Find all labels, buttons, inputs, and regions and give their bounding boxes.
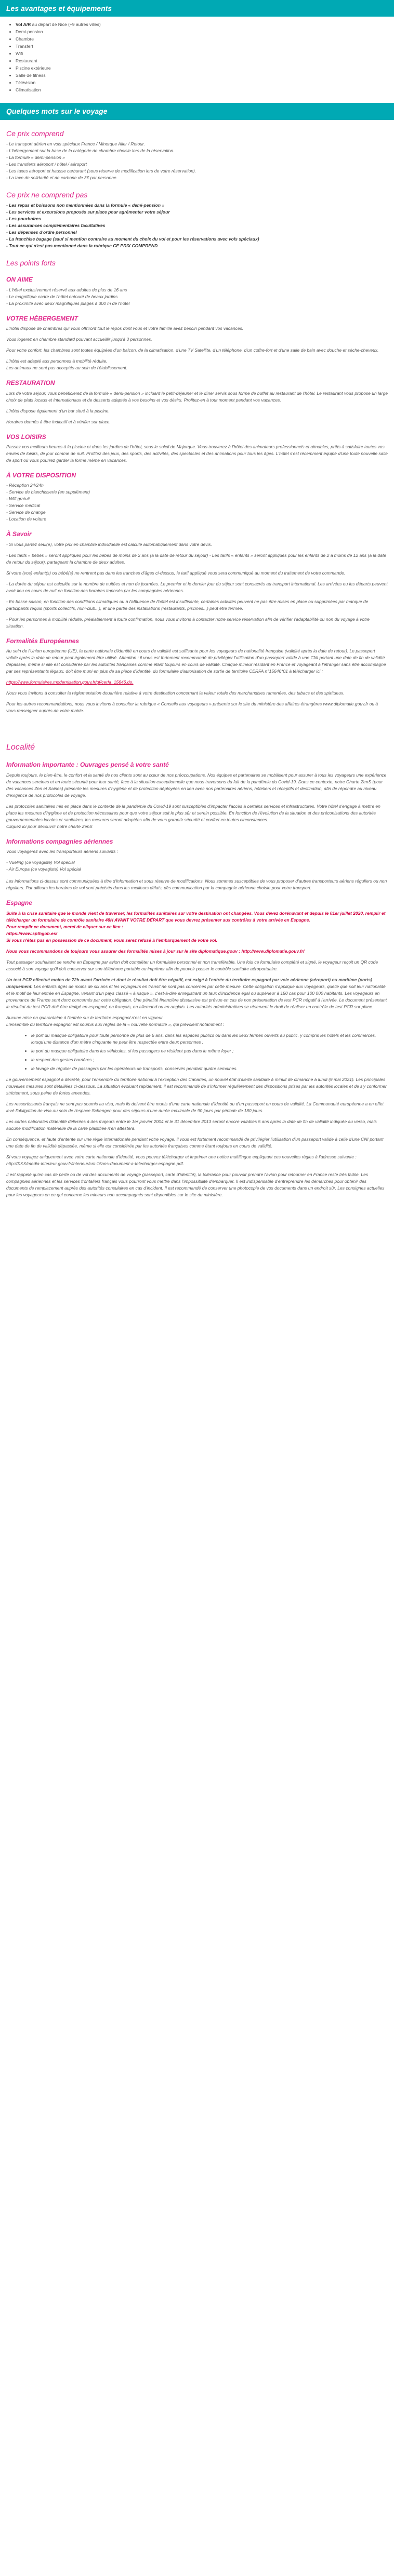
equipment-item-label: Salle de fitness — [16, 73, 46, 78]
equipment-item — [16, 28, 388, 35]
equipment-item — [16, 64, 388, 72]
equipment-item — [16, 57, 388, 64]
locality-title: Localité — [6, 743, 35, 752]
equipments-title: Les avantages et équipements — [0, 0, 394, 17]
restaurant-text — [6, 390, 388, 425]
list-line: - La formule « demi-pension » — [6, 154, 65, 160]
equipment-item — [16, 79, 388, 86]
spain-tail — [6, 1076, 388, 1198]
list-line: - Service de blanchisserie (en supplément) — [6, 489, 90, 495]
know-title: À Savoir — [6, 530, 32, 538]
disposal-list — [6, 482, 388, 523]
equipment-item-label: Télévision — [16, 80, 36, 86]
equipment-item-label: au départ de Nice (+9 autres villes) — [31, 22, 101, 28]
paragraph: Pour votre confort, les chambres sont toutes équipées d'un balcon, de la climatisation, d'une TV Satellite, d'un téléphone, d'un coffre-fort et d'une salle de bain avec douche et sèche-cheveux. — [6, 348, 379, 353]
price-excluded-title: Ce prix ne comprend pas — [6, 190, 88, 199]
equipment-item-strong: Vol A/R — [16, 22, 31, 28]
list-line: - Location de voiture — [6, 516, 47, 522]
leisure-text — [6, 444, 388, 464]
paragraph: En conséquence, et faute d'entente sur une règle internationale pendant votre voyage, il vous est fortement recommandé de privilégier l'utilisation d'un passeport valide à celle d'une CNI portant une date de fin de validité dépassée, même si elle est considérée par les autorités françaises comme étant toujours en cours de validité. — [6, 1136, 384, 1149]
paragraph: Nous vous recommandons de toujours vous assurer des formalités mises à jour sur le site diplomatique.gouv : http://www.diplomatie.gouv.fr/ — [6, 948, 305, 954]
equipment-item — [16, 72, 388, 79]
equipment-item — [16, 86, 388, 94]
restaurant-title: RESTAURATION — [6, 379, 55, 387]
spain-quarantine: Aucune mise en quarantaine à l'entrée sur le territoire espagnol n'est en vigueur. L'ensemble du territoire espagnol est soumis aux règles de la « nouvelle normalité », qui prévoient notamment : — [6, 1015, 225, 1027]
equipment-item-label: Chambre — [16, 36, 34, 42]
strong-points-title: Les points forts — [6, 259, 56, 268]
paragraph: - En basse saison, en fonction des conditions climatiques ou à l'affluence de l'hôtel est insuffisante, certaines activités peuvent ne pas être mises en place ou supprimées par manque de participants requis (sports collectifs, mini-club...), et une partie des installations (restaurants, piscines...) peut être fermée. — [6, 598, 369, 611]
list-line: - L'hôtel exclusivement réservé aux adultes de plus de 16 ans — [6, 287, 127, 292]
list-line: - Wifi gratuit — [6, 496, 30, 502]
list-line: - Les taxes aéroport et hausse carburant (sous réserve de modification lors de votre réservation). — [6, 168, 196, 173]
paragraph: L'hôtel dispose de chambres qui vous offriront tout le repos dont vous et votre famille avez besoin pendant vos vacances. — [6, 326, 244, 331]
paragraph: Depuis toujours, le bien-être, le confort et la santé de nos clients sont au cœur de nos préoccupations. Nos équipes et partenaires se mobilisent pour assurer à tous les voyageurs une expérience de vacances sereines et en toute sécurité pour leur santé, face à la situation exceptionnelle que nous traversons du fait de la pandémie du Covid-19. Dans ce contexte, notre Charte ZenS (pour des vacances Zen et Saines) présente les mesures d'hygiène et de protection déployées en lien avec nos partenaires aériens, hôteliers et réceptifs et destination, afin de répondre au niveau d'exigence de nos protocoles de voyage. — [6, 772, 387, 798]
paragraph: Il est rappelé qu'en cas de perte ou de vol des documents de voyage (passeport, carte d'identité), la tolérance pour pouvoir prendre l'avion pour retourner en France reste très faible. Les compagnies aériennes et les services frontaliers français vous pourront vous mettre dans l'impossibilité d'embarquer. Il est indispensable d'entreprendre les démarches pour obtenir des documents de remplacement auprès des autorités consulaires en cas d'incident. Il est recommandé de conserver une photocopie de vos documents dans un endroit sûr. Les consignes actuelles pour les voyageurs en ce qui concerne les mineurs non accompagnés sont disponibles sur le site du ministère. — [6, 1171, 385, 1197]
rule-item: • le port du masque obligatoire dans les véhicules, si les passagers ne résident pas dans le même foyer ; — [31, 1048, 388, 1055]
hotel-text — [6, 325, 388, 371]
cerfa-link[interactable]: https://www.formulaires.modernisation.gouv.fr/gf/cerfa_15646.do. — [6, 679, 134, 685]
paragraph: Si votre (vos) enfant(s) ou bébé(s) ne rentrent pas dans les tranches d'âges ci-dessus, le tarif appliqué vous sera communiqué au moment du traitement de votre commande. — [6, 570, 346, 576]
formalities-title: Formalités Européennes — [6, 637, 80, 645]
health-text — [6, 772, 388, 830]
page — [0, 0, 394, 1223]
paragraph: Les ressortissants français ne sont pas soumis au visa, mais ils doivent être munis d'une carte nationale d'identité ou d'un passeport en cours de validité. La Communauté européenne a en effet levé l'obligation de visa au sein de l'espace Schengen pour des séjours d'une durée maximale de 90 jours par période de 180 jours. — [6, 1101, 384, 1113]
equipment-item-label: Piscine extérieure — [16, 65, 51, 71]
list-line: - Les assurances complémentaires facultatives — [6, 223, 106, 229]
paragraph: - Les tarifs « bébés » seront appliqués pour les bébés de moins de 2 ans (à la date de retour du séjour) - Les tarifs « enfants » seront appliqués pour les enfants de 2 à moins de 12 ans (à la date de retour du séjour), partageant la chambre de deux adultes. — [6, 552, 386, 565]
on-aime-title: ON AIME — [6, 276, 33, 284]
paragraph: Le gouvernement espagnol a décrété, pour l'ensemble du territoire national à l'exception des Canaries, un nouvel état d'alerte sanitaire à minuit de dimanche à lundi (9 mai 2021). Les principales nouvelles mesures sont détaillées ci-dessous. La situation évoluant rapidement, il est recommandé de s'informer régulièrement des dispositions prises par les autorités locales et de s'y conformer strictement, sous peine de fortes amendes. — [6, 1076, 387, 1096]
paragraph: Vous logerez en chambre standard pouvant accueillir jusqu'à 3 personnes. — [6, 337, 152, 342]
paragraph: Lors de votre séjour, vous bénéficierez de la formule « demi-pension » incluant le petit-déjeuner et le dîner servis sous forme de buffet au restaurant de l'hôtel. Le restaurant vous propose un large choix de plats locaux et internationaux et de desserts adaptés à vos besoins et vos désirs. Profitez-en à tout moment pendant vos vacances. — [6, 390, 388, 403]
list-line: - Les transferts aéroport / hôtel / aéroport — [6, 161, 87, 167]
paragraph: Les protocoles sanitaires mis en place dans le contexte de la pandémie du Covid-19 sont susceptibles d'impacter l'accès à certains services et infrastructures. Votre hôtel s'engage à mettre en place les mesures d'hygiène et de protection nécessaires pour que votre séjour soit le plus sûr et serein possible. En fonction de l'évolution de la situation et des préconisations des autorités gouvernementales locales et sanitaires, les mesures seront adaptées afin de vous garantir sécurité et confort en toutes circonstances. Cliquez ici pour découvrir notre charte ZenS — [6, 803, 380, 829]
info-title: Quelques mots sur le voyage — [0, 103, 394, 119]
paragraph: Si vous voyagez uniquement avec votre carte nationale d'identité, vous pouvez télécharger et imprimer une notice multilingue expliquant ces nouvelles règles à l'adresse suivante : http://XXX/media-interieur.gouv.fr/interieur/cni-15ans-document-a-telecharger-espagne.pdf. — [6, 1154, 357, 1166]
equipment-item-label: Wifi — [16, 51, 23, 57]
equipments-list — [16, 21, 388, 94]
formalities-p3: Pour les autres recommandations, nous vous invitons à consulter la rubrique « Conseils aux voyageurs » présente sur le site du ministère des affaires étrangères www.diplomatie.gouv.fr ou à vous renseigner auprès de votre mairie. — [6, 701, 378, 714]
airline-note: Les informations ci-dessus sont communiquées à titre d'information et sous réserve de modifications. Nous sommes susceptibles de vous proposer d'autres transporteurs aériens réguliers ou non réguliers. Par ailleurs les horaires de vol sont précisés dans les meilleurs délais, dès communication par la compagnie aérienne choisie pour votre transport. — [6, 878, 387, 891]
paragraph: L'hôtel est adapté aux personnes à mobilité réduite. Les animaux ne sont pas acceptés au sein de l'établissement. — [6, 358, 128, 371]
spain-text — [6, 959, 388, 972]
know-text — [6, 541, 388, 630]
equipment-item — [16, 43, 388, 50]
list-line: - Les repas et boissons non mentionnées dans la formule « demi-pension » — [6, 203, 165, 208]
price-included-list — [6, 141, 388, 181]
list-line: - Les pourboires — [6, 216, 41, 222]
formalities-goods: Nous vous invitons à consulter la réglementation douanière relative à votre destination concernant la valeur totale des marchandises ramenées, des tabacs et des spiritueux. — [6, 690, 345, 696]
list-line: - Vueling (ce voyagiste) Vol spécial — [6, 860, 75, 865]
equipment-item-label: Restaurant — [16, 58, 37, 64]
paragraph: Suite à la crise sanitaire que le monde vient de traverser, les formalités sanitaires sur votre destination ont changées. Vous devez dorénavant et depuis le 01er juillet 2020, remplir et télécharger un formulaire de contrôle sanitaire 48H AVANT VOTRE DÉPART que vous devrez présenter aux contrôles à votre arrivée en Espagne. Pour remplir ce document, merci de cliquer sur ce lien : https://www.spthgob.es/ Si vous n'êtes pas en possession de ce document, vous serez refusé à l'embarquement de votre vol. — [6, 910, 386, 943]
list-line: - Le magnifique cadre de l'hôtel entouré de beaux jardins — [6, 293, 118, 299]
paragraph: - Si vous partez seul(e), votre prix en chambre individuelle est calculé automatiquement dans votre devis. — [6, 541, 212, 547]
paragraph: Tout passager souhaitant se rendre en Espagne par avion doit compléter un formulaire personnel et non transférable. Une fois ce formulaire complété et signé, le voyageur reçoit un QR code associé à son voyage qu'il doit conserver sur son téléphone portable ou imprimer afin de pouvoir passer le contrôle sanitaire aéroportuaire. — [6, 959, 378, 971]
list-line: - Tout ce qui n'est pas mentionné dans la rubrique CE PRIX COMPREND — [6, 243, 158, 249]
rule-item: • le port du masque obligatoire pour toute personne de plus de 6 ans, dans les espaces publics ou dans les lieux fermés ouverts au public, y compris les hôtels et les commerces, lorsqu'une distance d'un mètre cinquante ne peut être respectée entre deux personnes ; — [31, 1032, 388, 1046]
list-line: - Service de change — [6, 510, 46, 515]
rule-item: • le respect des gestes barrières ; — [31, 1057, 388, 1063]
airline-list — [6, 859, 388, 873]
price-included-title: Ce prix comprend — [6, 129, 64, 138]
price-excluded-list — [6, 202, 388, 249]
spain-red — [6, 910, 388, 955]
paragraph: L'hôtel dispose également d'un bar situé à la piscine. — [6, 408, 110, 413]
paragraph: - La durée du séjour est calculée sur le nombre de nuitées et non de journées. Le premier et le dernier jour du séjour sont consacrés au transport international. Les arrivées ou les départs peuvent avoir lieu en cours de nuit en fonction des horaires imposés par les compagnies aériennes. — [6, 581, 388, 593]
airline-title: Informations compagnies aériennes — [6, 837, 113, 845]
list-line: - Les services et excursions proposés sur place pour agrémenter votre séjour — [6, 209, 170, 215]
spain-title: Espagne — [6, 899, 33, 907]
list-line: - Les dépenses d'ordre personnel — [6, 230, 77, 235]
paragraph: Passez vos meilleurs heures à la piscine et dans les jardins de l'hôtel, sous le soleil de Majorque. Vous trouverez à l'hôtel des animateurs professionnels et aimables, prêts à satisfaire toutes vos envies de loisirs, de jour comme de nuit. Profitez des jeux, des sports, des activités, des spectacles et des animations pour tous les âges. L'hôtel s'est récemment équipé d'une toute nouvelle salle de sport où vous pourrez garder la forme même en vacances. — [6, 444, 388, 463]
list-line: - La franchise bagage (sauf si mention contraire au moment du choix du vol et pour les réservations avec vols spéciaux) — [6, 236, 259, 242]
equipment-item-label: Transfert — [16, 44, 33, 49]
paragraph: - Pour les personnes à mobilité réduite, préalablement à toute confirmation, nous vous invitons à contacter notre service réservation afin de vérifier l'adaptabilité ou non du voyage à votre situation. — [6, 616, 370, 629]
list-line: - Réception 24/24h — [6, 483, 44, 488]
leisure-title: VOS LOISIRS — [6, 433, 46, 441]
equipment-item — [16, 35, 388, 43]
list-line: - Air Europa (ce voyagiste) Vol spécial — [6, 866, 81, 872]
disposal-title: À VOTRE DISPOSITION — [6, 472, 76, 479]
rule-item: • le lavage de régulier de passagers par les opérateurs de transports, conservés pendant quatre semaines. — [31, 1065, 388, 1072]
spain-rules — [31, 1032, 388, 1072]
paragraph: Horaires donnés à titre indicatif et à vérifier sur place. — [6, 419, 111, 424]
equipment-item — [16, 21, 388, 28]
list-line: - La taxe de solidarité et de carbone de 3€ par personne. — [6, 175, 118, 180]
on-aime-list — [6, 287, 388, 307]
list-line: - La proximité avec deux magnifiques plages à 300 m de l'hôtel — [6, 300, 130, 306]
list-line: - Le transport aérien en vols spéciaux France / Minorque Aller / Retour. — [6, 141, 145, 146]
health-title: Information importante : Ouvrages pensé à votre santé — [6, 761, 169, 769]
list-line: - Service médical — [6, 503, 41, 509]
formalities-p1: Au sein de l'Union européenne (UE), la carte nationale d'identité en cours de validité est suffisante pour les voyageurs de nationalité française (validité après la date de retour). Le passeport valide après la date de retour peut également être utilisé. Attention : il vous est fortement recommandé de privilégier l'utilisation d'un passeport valide à une CNI portant une date de fin de validité dépassée, même si elle est considérée par les autorités françaises comme étant toujours en cours de validité. Chaque mineur résidant en France et voyageant à l'étranger sans être accompagné par ses représentants légaux, doit être muni en plus de sa pièce d'identité, du formulaire d'autorisation de sortie de territoire CERFA n°15646*01 à télécharger ici : — [6, 648, 386, 674]
spain-pcr-bold: Un test PCR effectué moins de 72h avant l'arrivée et dont le résultat doit être négatif, est exigé à l'entrée du territoire espagnol par voie aérienne (aéroport) ou maritime (ports) uniquement. — [6, 977, 372, 989]
hotel-title: VOTRE HÉBERGEMENT — [6, 314, 78, 322]
list-line: - L'hébergement sur la base de la catégorie de chambre choisie lors de la réservation. — [6, 148, 175, 153]
spain-pcr-rest: Les enfants âgés de moins de six ans et les voyageurs en transit ne sont pas concernés par cette mesure. Cette obligation s'applique aux voyageurs, quelle que soit leur nationalité et le motif de leur entrée en Espagne, venant d'un pays classé « à risque », c'est-à-dire enregistrant un taux d'incidence égal ou supérieur à 150 cas pour 100 000 habitants. Les voyageurs en provenance de France sont donc concernés par cette obligation. Une pénalité financière dissuasive est prévue en cas de non présentation de test PCR négatif à l'arrivée. Le document présentant le résultat du test PCR doit être rédigé en espagnol, en français, en allemand ou en anglais. Les autorités administratives se réservent le droit de réaliser un contrôle de test PCR sur place. — [6, 983, 387, 1009]
airline-intro: Vous voyagerez avec les transporteurs aériens suivants : — [6, 849, 119, 855]
spain-pcr — [6, 977, 388, 1010]
paragraph: Les cartes nationales d'identité délivrées à des majeurs entre le 1er janvier 2004 et le 31 décembre 2013 seront encore valables 5 ans après la date de fin de validité indiquée au verso, mais aucune modification matérielle de la carte plastifiée n'en attestera. — [6, 1118, 377, 1131]
equipment-item — [16, 50, 388, 57]
equipment-item-label: Demi-pension — [16, 29, 43, 35]
equipment-item-label: Climatisation — [16, 87, 41, 93]
